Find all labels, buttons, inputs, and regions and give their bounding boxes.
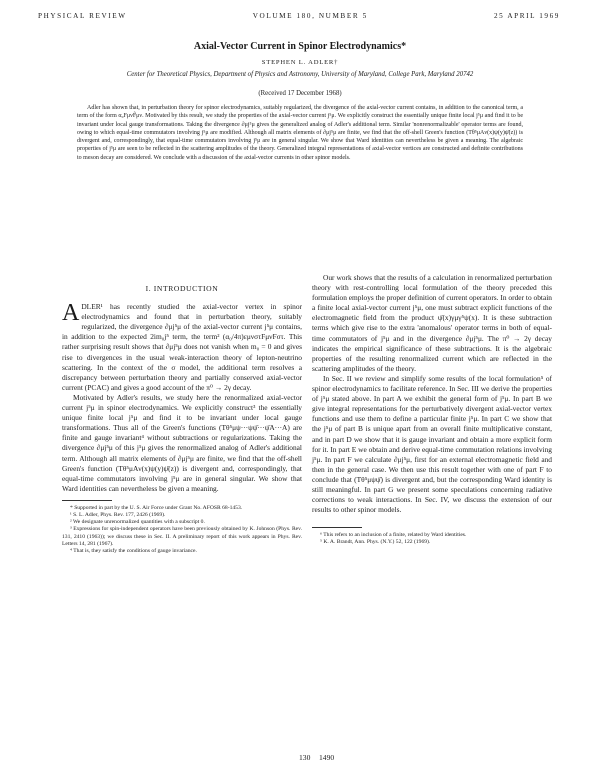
volume-number: VOLUME 180, NUMBER 5 bbox=[252, 12, 368, 20]
received-date: (Received 17 December 1968) bbox=[258, 90, 342, 97]
journal-name: PHYSICAL REVIEW bbox=[38, 12, 127, 20]
drop-cap: A bbox=[62, 300, 80, 327]
footnote: ⁵ K. A. Brandt, Ann. Phys. (N.Y.) 52, 122 (1969). bbox=[320, 539, 431, 546]
body-paragraph: Our work shows that the results of a calculation in renormalized perturbation theory with rest-controlling local formulation of the theory preceded this formulation employs the proper definition of current operators. In order to obtain a finite local axial-vector current j⁵μ, one must subtract explicit functions of the electromagnetic field from the product ψ̄(x)γμγ⁵ψ(x). It is these subtraction terms which give rise to the extra 'anomalous' operator terms in both of equal-time commutators of j⁵μ and in the divergence ∂μj⁵μ. The π⁰ → 2γ decay indicates the empirical significance of these subtractions. It is the algebraic properties of the resulting renormalized current which are reflected in the scattering amplitudes of the theory. bbox=[312, 273, 552, 373]
footnote: ³ Expressions for spin-independent operators have been previously obtained by K. Johnson (Phys. Rev. 131, 2410 (1963)); we discuss these in Sec. II. A preliminary report of this work appears in Phys. Rev. Letters 14, 281 (1967). bbox=[62, 526, 302, 547]
footnote: ¹ S. L. Adler, Phys. Rev. 177, 2426 (1969). bbox=[70, 512, 166, 519]
section-heading: I. INTRODUCTION bbox=[145, 284, 219, 293]
footnote-rule bbox=[312, 527, 362, 528]
footnote-rule bbox=[62, 500, 112, 501]
abstract bbox=[77, 104, 523, 162]
body-paragraph: Motivated by Adler's results, we study here the renormalized axial-vector current j⁵μ in spinor electrodynamics. We explicitly construct³ the essentially unique finite local j⁵μ and find it to be invariant under local gauge transformations. Thus all of the Green's functions (Tθ⁵μψ···ψψ̄···ψ̄A···A) are finite and gauge invariant⁴ without subtractions or regularizations. Taking the divergence ∂μj⁵μ of this j⁵μ gives the renormalized analog of Adler's additional term. Although all matrix elements of ∂μj⁵μ are finite, we find that the off-shell Green's function (Tθ⁵μAν(x)ψ(y)ψ̄(z)) is divergent and, correspondingly, that equal-time commutators involving j⁵μ are in general singular. We show that Ward identities can nevertheless be given a meaning. bbox=[62, 392, 302, 493]
author-affiliation: Center for Theoretical Physics, Department of Physics and Astronomy, University of Maryland, College Park, Maryland 20742 bbox=[126, 71, 474, 78]
right-column bbox=[312, 273, 552, 547]
author-name: STEPHEN L. ADLER† bbox=[261, 59, 339, 66]
footnotes bbox=[312, 527, 552, 546]
footnotes bbox=[62, 500, 302, 555]
footnote: ⁴ That is, they satisfy the conditions of gauge invariance. bbox=[70, 548, 197, 555]
abstract-text: Adler has shown that, in perturbation theory for spinor electrodynamics, suitably regularized, the divergence of the axial-vector current contains, in addition to the canonical term, a term of the form α₀FμνF̃μν. Motivated by this result, we study the properties of the axial-vector current j⁵μ. We explicitly construct the essentially unique finite local j⁵μ and find it to be invariant under local gauge transformations. Taking the divergence ∂μj⁵μ gives the generalized analog of Adler's additional term. Similar 'nonrenormalizable' operator terms are found, owing to which equal-time commutators involving j⁵μ are modified. Although all matrix elements of ∂μj⁵μ are finite, we find that the off-shell Green's function (Tθ⁵μAν(x)ψ(y)ψ̄(z)) is divergent and, correspondingly, that equal-time commutators involving j⁵μ are in general singular. We show that Ward identities can nevertheless be given a meaning. The algebraic properties of j⁵μ are seen to be reflected in the scattering amplitudes of the theory. Generalized integral representations of axial-vector vertices are constructed and definite contributions to meson decay are considered. We conclude with a discussion of the axial-vector currents in other spinor models. bbox=[77, 105, 523, 161]
body-paragraph bbox=[62, 302, 302, 393]
running-head bbox=[38, 12, 560, 20]
paragraph-text: DLER¹ has recently studied the axial-vector vertex in spinor electrodynamics and found that in perturbation theory, suitably regularized, the divergence ∂μj⁵μ of the axial-vector current j⁵μ contains, in addition to the expected 2im₀j⁵ term, the term² (α₀/4π)εμνστFμνFστ. This rather surprising result shows that ∂μj⁵μ does not vanish when m₀ = 0 and gives rise to divergences in the usual weak-interaction theory of lepton-neutrino scattering. In the context of the σ model, the additional term resolves a discrepancy between perturbation theory and partially conserved axial-vector current (PCAC) and gives a good account of the π⁰ → 2γ decay. bbox=[62, 302, 302, 392]
body-paragraph: In Sec. II we review and simplify some results of the local formulation⁵ of spinor electrodynamics to facilitate reference. In Sec. III we derive the properties of j⁵μ stated above. In part A we exhibit the general form of j⁵μ. In part B we give integral representations for the perturbatively divergent axial-vector vertex functions and use them to define a particular finite j⁵μ. In part C we show that the j⁵μ of part B is unique apart from an overall finite multiplicative constant, and in part D we show that it is gauge invariant and obtain a more explicit form for it. In part E we obtain and derive equal-time commutation relations involving j⁵μ. In part F we calculate ∂μj⁵μ, first for an external electromagnetic field and then in the general case. We then use this result together with one of part F to conclude that (Tθ⁵μψψ̄) is divergent and, but the corresponding Ward identity is still meaningful. In part G we present some speculations concerning radiative corrections to weak interactions. In Sec. IV, we discuss the extension of our results to other spinor models. bbox=[312, 373, 552, 515]
article-title: Axial-Vector Current in Spinor Electrodynamics* bbox=[193, 41, 407, 52]
footnote: ² We designate unrenormalized quantities with a subscript 0. bbox=[70, 519, 205, 526]
issue-date: 25 APRIL 1969 bbox=[493, 12, 560, 20]
footnote: ⁶ This refers to an inclusion of a finite, related by Ward identities. bbox=[320, 532, 467, 539]
left-column bbox=[62, 284, 302, 555]
page-number-left: 130 bbox=[299, 753, 311, 762]
page-number-right: 1490 bbox=[319, 753, 335, 762]
footnote: * Supported in part by the U. S. Air Force under Grant No. AFOSR 68-1453. bbox=[70, 504, 243, 511]
